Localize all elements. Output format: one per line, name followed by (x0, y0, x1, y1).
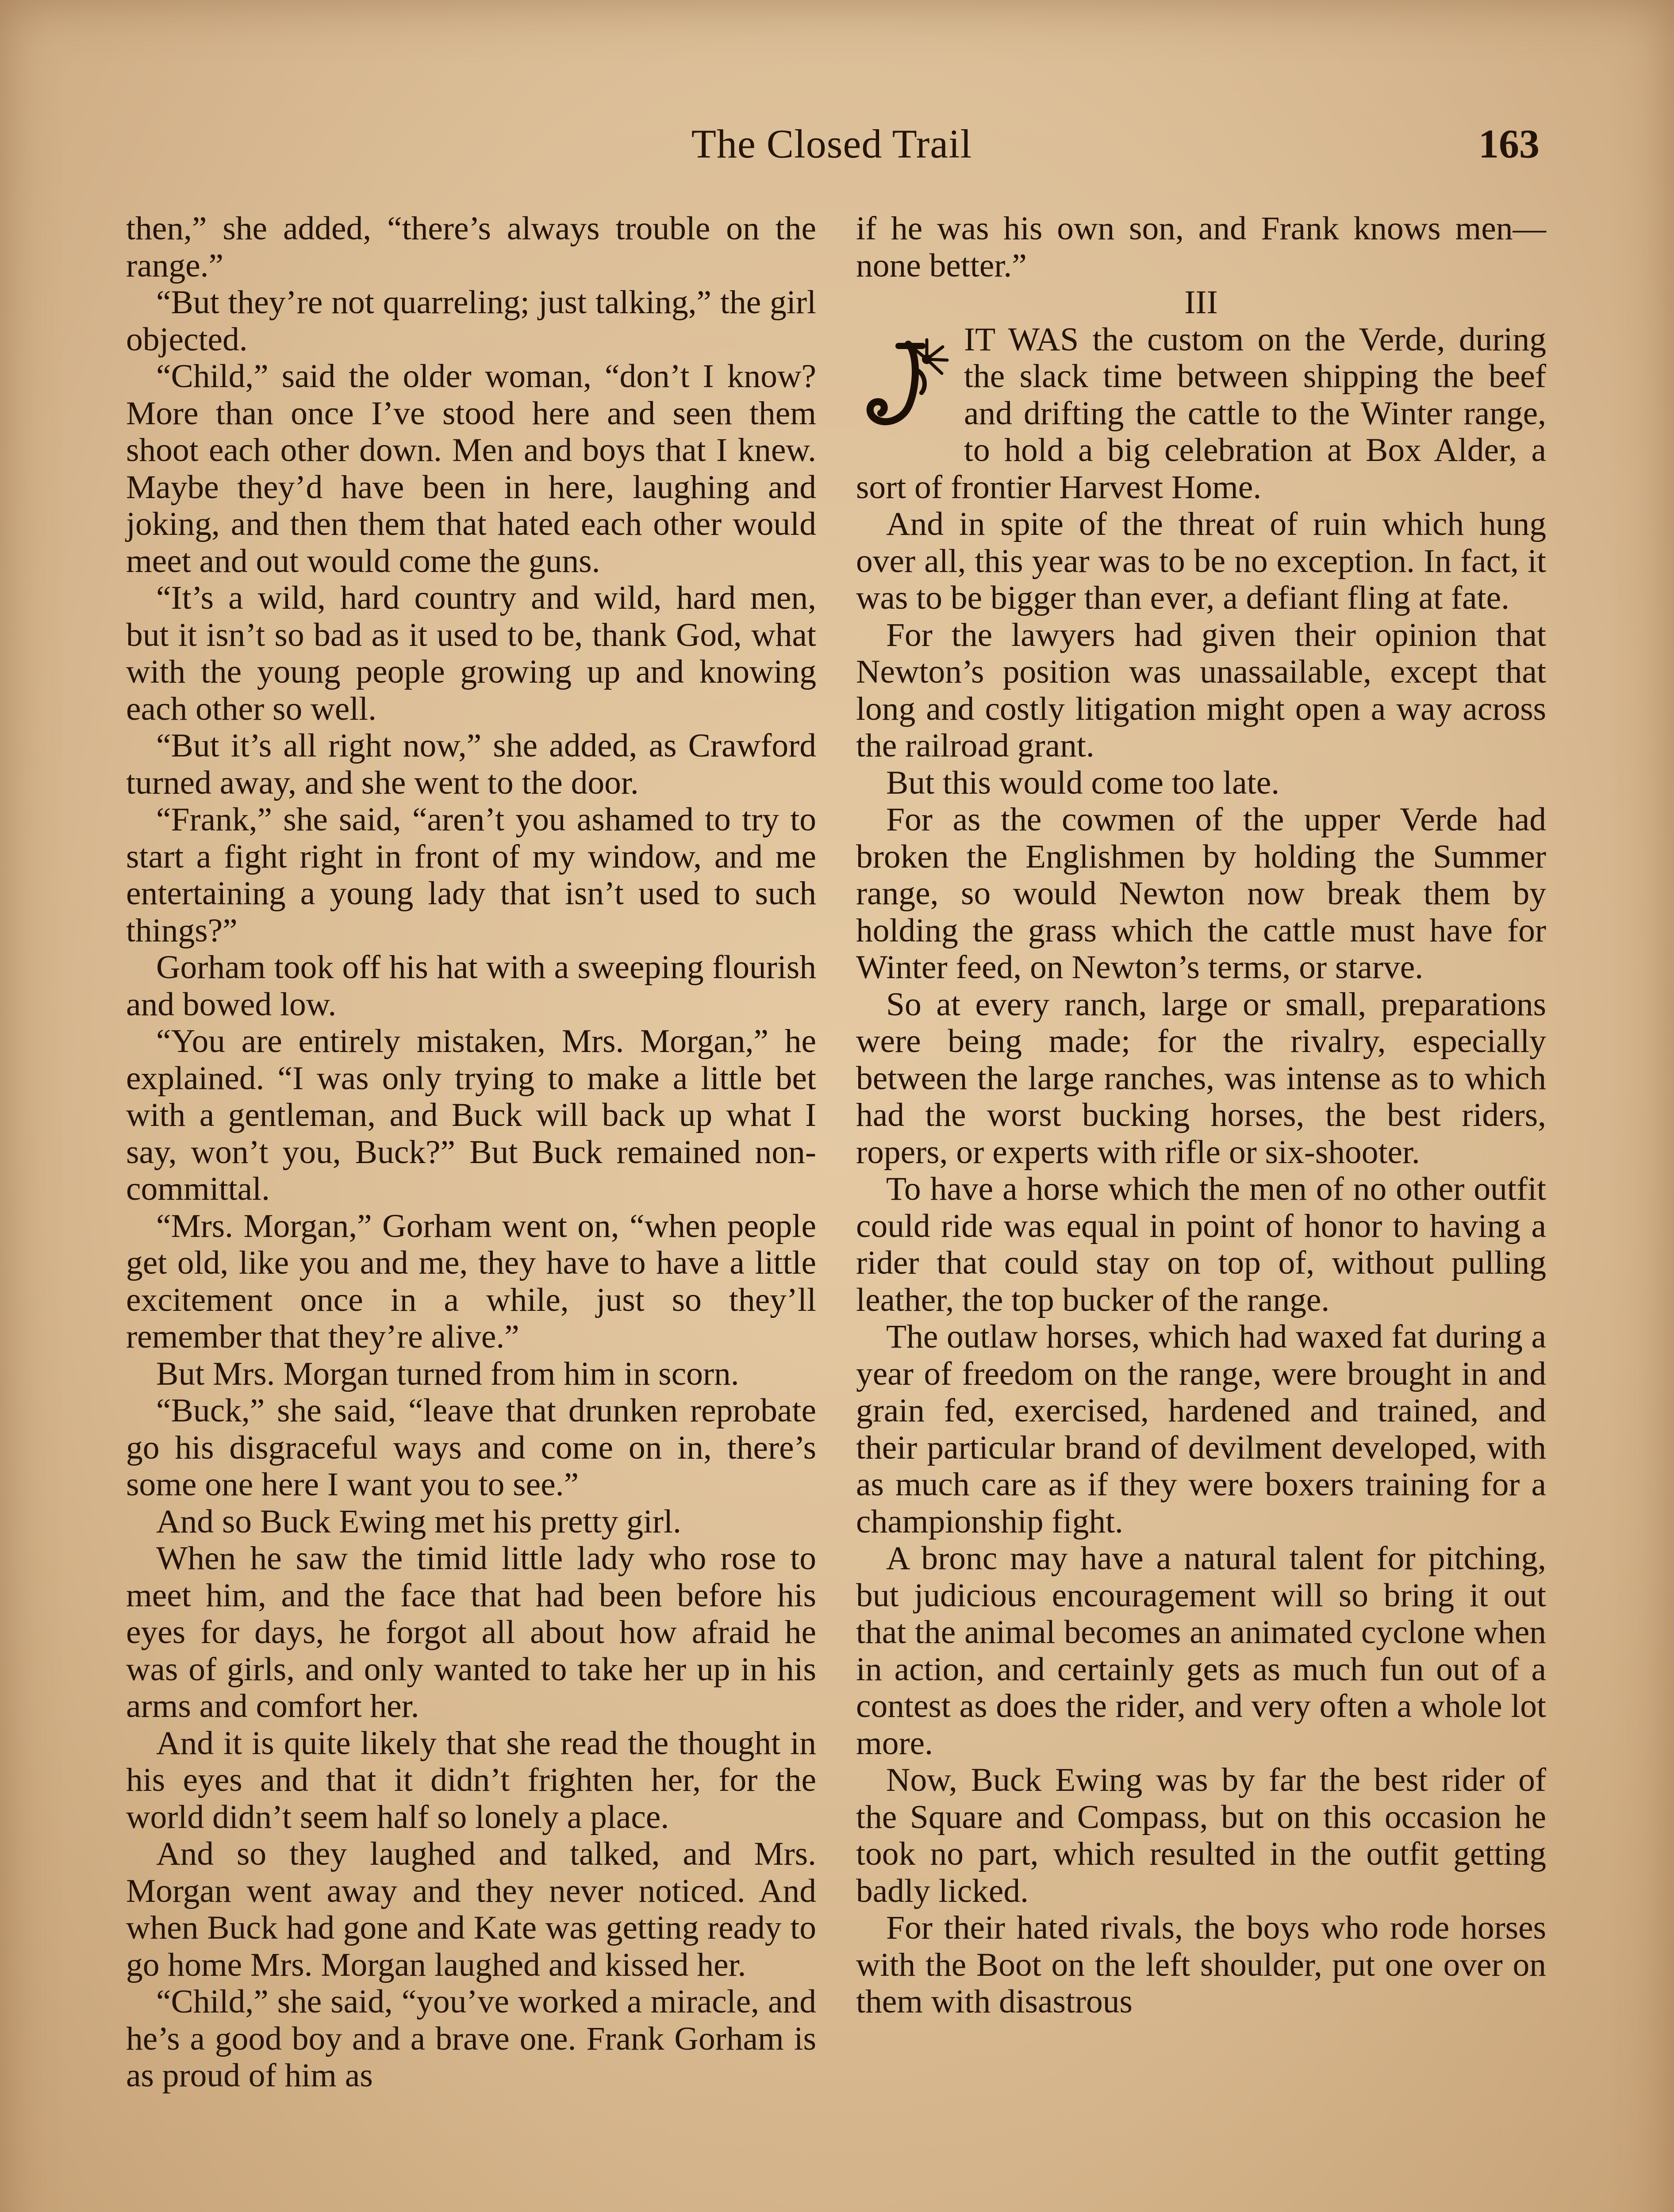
paragraph: For their hated rivals, the boys who rode horses with the Boot on the left shoulder, put one over on them with disastrous (856, 1909, 1546, 2020)
paragraph: The outlaw horses, which had waxed fat during a year of freedom on the range, were brought in and grain fed, exercised, hardened and trained, and their particular brand of devilment developed, with as much care as if they were boxers training for a championship fight. (856, 1318, 1546, 1540)
paragraph: “Frank,” she said, “aren’t you ashamed to try to start a fight right in front of my window, and me entertaining a young lady that isn’t used to such things?” (126, 801, 816, 949)
paragraph: And so Buck Ewing met his pretty girl. (156, 1503, 681, 1540)
paragraph: For the lawyers had given their opinion that Newton’s position was unassailable, except that long and costly litigation might open a way across the railroad grant. (856, 616, 1546, 764)
paragraph: When he saw the timid little lady who rose to meet him, and the face that had been before his eyes for days, he forgot all about how afraid he was of girls, and only wanted to take her up in his arms and comfort her. (126, 1540, 816, 1724)
paragraph: then,” she added, “there’s always trouble on the range.” (126, 210, 816, 284)
dropcap-text: T WAS the custom on the Verde, during the slack time between shipping the beef and drifting the cattle to the Winter range, to hold a big celebration at Box Alder, a sort of frontier Harvest Home. (856, 321, 1546, 506)
paragraph: “Mrs. Morgan,” Gorham went on, “when people get old, like you and me, they have to have a little excitement once in a while, just so they’ll remember that they’re alive.” (126, 1207, 816, 1355)
paragraph: And it is quite likely that she read the thought in his eyes and that it didn’t frighten her, for the world didn’t seem half so lonely a place. (126, 1724, 816, 1836)
paragraph: And in spite of the threat of ruin which hung over all, this year was to be no exception. In fact, it was to be bigger than ever, a defiant fling at fate. (856, 506, 1546, 616)
right-column (856, 210, 1546, 2020)
paragraph: Now, Buck Ewing was by far the best rider of the Square and Compass, but on this occasion he took no part, which resulted in the outfit getting badly licked. (856, 1762, 1546, 1909)
paragraph: “Child,” she said, “you’ve worked a miracle, and he’s a good boy and a brave one. Frank Gorham is as proud of him as (126, 1983, 816, 2094)
dropcap-letter: I (964, 321, 975, 358)
paragraph: But Mrs. Morgan turned from him in scorn. (156, 1355, 739, 1392)
paragraph: So at every ranch, large or small, preparations were being made; for the rivalry, especially between the large ranches, was intense as to which had the worst bucking horses, the best riders, ropers, or experts with rifle or six-shooter. (856, 986, 1546, 1171)
paragraph: “You are entirely mistaken, Mrs. Morgan,” he explained. “I was only trying to make a little bet with a gentleman, and Buck will back up what I say, won’t you, Buck?” But Buck remained non-committal. (126, 1023, 816, 1207)
spur-dropcap-icon (856, 331, 958, 435)
dropcap-paragraph (856, 321, 1546, 506)
paragraph: “Child,” said the older woman, “don’t I know? More than once I’ve stood here and seen them shoot each other down. Men and boys that I knew. Maybe they’d have been in here, laughing and joking, and then them that hated each other would meet and out would come the guns. (126, 358, 816, 580)
paragraph: To have a horse which the men of no other outfit could ride was equal in point of honor to having a rider that could stay on top of, without pulling leather, the top bucker of the range. (856, 1171, 1546, 1318)
paragraph: And so they laughed and talked, and Mrs. Morgan went away and they never noticed. And when Buck had gone and Kate was getting ready to go home Mrs. Morgan laughed and kissed her. (126, 1836, 816, 1983)
paragraph: Gorham took off his hat with a sweeping flourish and bowed low. (126, 949, 816, 1023)
running-title: The Closed Trail (691, 121, 972, 166)
paragraph: For as the cowmen of the upper Verde had broken the Englishmen by holding the Summer range, so would Newton now break them by holding the grass which the cattle must have for Winter feed, on Newton’s terms, or starve. (856, 801, 1546, 986)
section-number: III (1184, 284, 1218, 321)
paragraph: “But they’re not quarreling; just talking,” the girl objected. (126, 284, 816, 358)
left-column (126, 210, 816, 2094)
page-number: 163 (1478, 121, 1540, 166)
paragraph: “It’s a wild, hard country and wild, hard men, but it isn’t so bad as it used to be, thank God, what with the young people growing up and knowing each other so well. (126, 580, 816, 727)
paragraph: “Buck,” she said, “leave that drunken reprobate go his disgraceful ways and come on in, there’s some one here I want you to see.” (126, 1392, 816, 1503)
paragraph: “But it’s all right now,” she added, as Crawford turned away, and she went to the door. (126, 727, 816, 801)
paragraph: But this would come too late. (886, 764, 1280, 801)
paragraph: if he was his own son, and Frank knows men—none better.” (856, 210, 1546, 284)
page-header (124, 119, 1540, 177)
paragraph: A bronc may have a natural talent for pitching, but judicious encouragement will so bring it out that the animal becomes an animated cyclone when in action, and certainly gets as much fun out of a contest as does the rider, and very often a whole lot more. (856, 1540, 1546, 1762)
